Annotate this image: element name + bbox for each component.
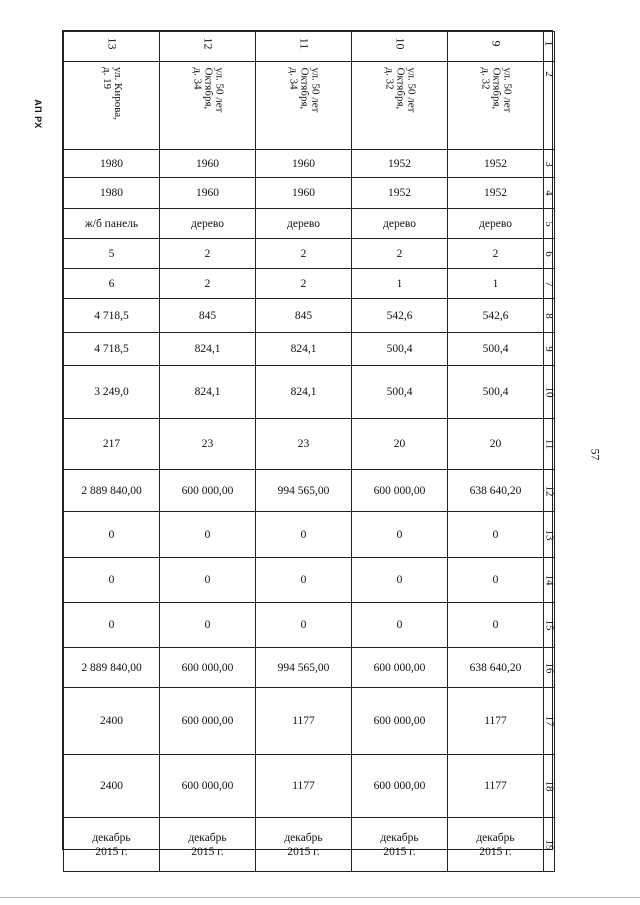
table-cell: 217 [64,419,160,470]
row-index-cell: 15 [544,603,555,648]
row-index-cell: 14 [544,558,555,603]
table-cell: 1 [448,269,544,299]
address-cell: ул. 50 лет Октября, д. 32 [448,62,544,150]
table-cell: 4 718,5 [64,299,160,333]
row-index-cell: 16 [544,648,555,688]
table-cell: 4 718,5 [64,333,160,366]
table-cell: 1177 [256,755,352,818]
address-cell: ул. 50 лет Октября, д. 34 [160,62,256,150]
address-row [64,62,555,150]
table-cell: 500,4 [448,333,544,366]
table-cell: 845 [256,299,352,333]
table-cell: 0 [160,512,256,558]
row-index-cell: 10 [544,366,555,419]
table-cell: 0 [160,558,256,603]
table-cell: 1952 [448,150,544,178]
table-cell: 0 [160,603,256,648]
column-number-cell: 12 [160,32,256,62]
completion-date-cell: декабрь 2015 г. [256,818,352,872]
table-cell: 1952 [352,150,448,178]
address-cell: ул. Кирова, д. 19 [64,62,160,150]
housing-table [62,30,557,858]
column-number-cell: 13 [64,32,160,62]
table-cell: 2 [256,269,352,299]
table-cell: 0 [64,603,160,648]
table-cell: 1960 [160,150,256,178]
table-cell: 600 000,00 [352,470,448,512]
table-cell: 500,4 [448,366,544,419]
completion-date-row [64,818,555,872]
table-cell: дерево [352,209,448,239]
table-cell: 1980 [64,150,160,178]
table-cell: 638 640,20 [448,648,544,688]
table-cell: 2 [352,239,448,269]
table-cell: 5 [64,239,160,269]
table-row [64,299,555,333]
table-cell: дерево [160,209,256,239]
table-row [64,239,555,269]
table-cell: дерево [256,209,352,239]
table-cell: 0 [352,512,448,558]
table-cell: 1177 [256,688,352,755]
column-number-cell: 11 [256,32,352,62]
table-cell: 824,1 [160,333,256,366]
row-index-cell: 7 [544,269,555,299]
row-index-cell: 2 [544,62,555,150]
archive-stamp [28,94,48,134]
table-cell: 542,6 [448,299,544,333]
table-cell: 0 [352,603,448,648]
row-index-cell: 5 [544,209,555,239]
row-index-cell: 8 [544,299,555,333]
table-cell: 0 [256,558,352,603]
table-cell: 1 [352,269,448,299]
table-cell: 600 000,00 [160,470,256,512]
column-number-row [64,32,555,62]
table-cell: 824,1 [256,366,352,419]
table-row [64,603,555,648]
table-row [64,688,555,755]
table-cell: 0 [448,603,544,648]
table-cell: 845 [160,299,256,333]
table-row [64,470,555,512]
table-cell: 0 [64,558,160,603]
table-cell: 2400 [64,688,160,755]
table-cell: 824,1 [256,333,352,366]
table-cell: 23 [160,419,256,470]
table-cell: 542,6 [352,299,448,333]
table-cell: 1960 [160,178,256,209]
completion-date-cell: декабрь 2015 г. [448,818,544,872]
table-row [64,419,555,470]
table-cell: 1177 [448,755,544,818]
table-cell: 0 [64,512,160,558]
table-row [64,150,555,178]
table-cell: 1960 [256,178,352,209]
table-row [64,333,555,366]
table-cell: 2 889 840,00 [64,470,160,512]
table-cell: 2400 [64,755,160,818]
housing-table-grid [63,31,555,872]
column-number-cell: 10 [352,32,448,62]
table-cell: 0 [256,512,352,558]
table-cell: 1177 [448,688,544,755]
row-index-cell: 13 [544,512,555,558]
row-index-cell: 11 [544,419,555,470]
table-cell: 2 [256,239,352,269]
row-index-cell: 3 [544,150,555,178]
table-cell: 2 [160,269,256,299]
address-cell: ул. 50 лет Октября, д. 34 [256,62,352,150]
table-row [64,269,555,299]
table-cell: 500,4 [352,366,448,419]
table-cell: 1952 [448,178,544,209]
table-row [64,512,555,558]
row-index-cell: 19 [544,818,555,872]
row-index-cell: 4 [544,178,555,209]
row-index-cell: 12 [544,470,555,512]
address-cell: ул. 50 лет Октября, д. 32 [352,62,448,150]
table-row [64,209,555,239]
table-cell: 23 [256,419,352,470]
table-row [64,648,555,688]
completion-date-cell: декабрь 2015 г. [352,818,448,872]
table-cell: дерево [448,209,544,239]
page-number-text: 57 [588,448,603,460]
table-cell: 2 [448,239,544,269]
table-cell: 0 [448,512,544,558]
table-row [64,366,555,419]
row-index-cell: 6 [544,239,555,269]
completion-date-cell: декабрь 2015 г. [160,818,256,872]
table-cell: 824,1 [160,366,256,419]
table-cell: ж/б панель [64,209,160,239]
row-index-cell: 9 [544,333,555,366]
table-cell: 500,4 [352,333,448,366]
table-cell: 638 640,20 [448,470,544,512]
table-row [64,558,555,603]
row-index-cell: 1 [544,32,555,62]
table-cell: 600 000,00 [352,755,448,818]
table-cell: 2 889 840,00 [64,648,160,688]
row-index-cell: 18 [544,755,555,818]
completion-date-cell: декабрь 2015 г. [64,818,160,872]
table-cell: 2 [160,239,256,269]
table-cell: 1960 [256,150,352,178]
table-cell: 20 [352,419,448,470]
page-edge-line [0,897,640,898]
table-cell: 0 [352,558,448,603]
table-cell: 1980 [64,178,160,209]
table-cell: 600 000,00 [160,688,256,755]
table-cell: 600 000,00 [352,688,448,755]
archive-stamp-text: АП РХ [33,99,44,129]
page-number [585,444,605,464]
table-cell: 994 565,00 [256,470,352,512]
table-cell: 1952 [352,178,448,209]
table-row [64,755,555,818]
table-cell: 994 565,00 [256,648,352,688]
table-cell: 600 000,00 [160,648,256,688]
table-cell: 6 [64,269,160,299]
row-index-cell: 17 [544,688,555,755]
table-cell: 0 [256,603,352,648]
table-cell: 20 [448,419,544,470]
table-cell: 600 000,00 [160,755,256,818]
table-cell: 600 000,00 [352,648,448,688]
column-number-cell: 9 [448,32,544,62]
table-cell: 3 249,0 [64,366,160,419]
table-row [64,178,555,209]
table-cell: 0 [448,558,544,603]
